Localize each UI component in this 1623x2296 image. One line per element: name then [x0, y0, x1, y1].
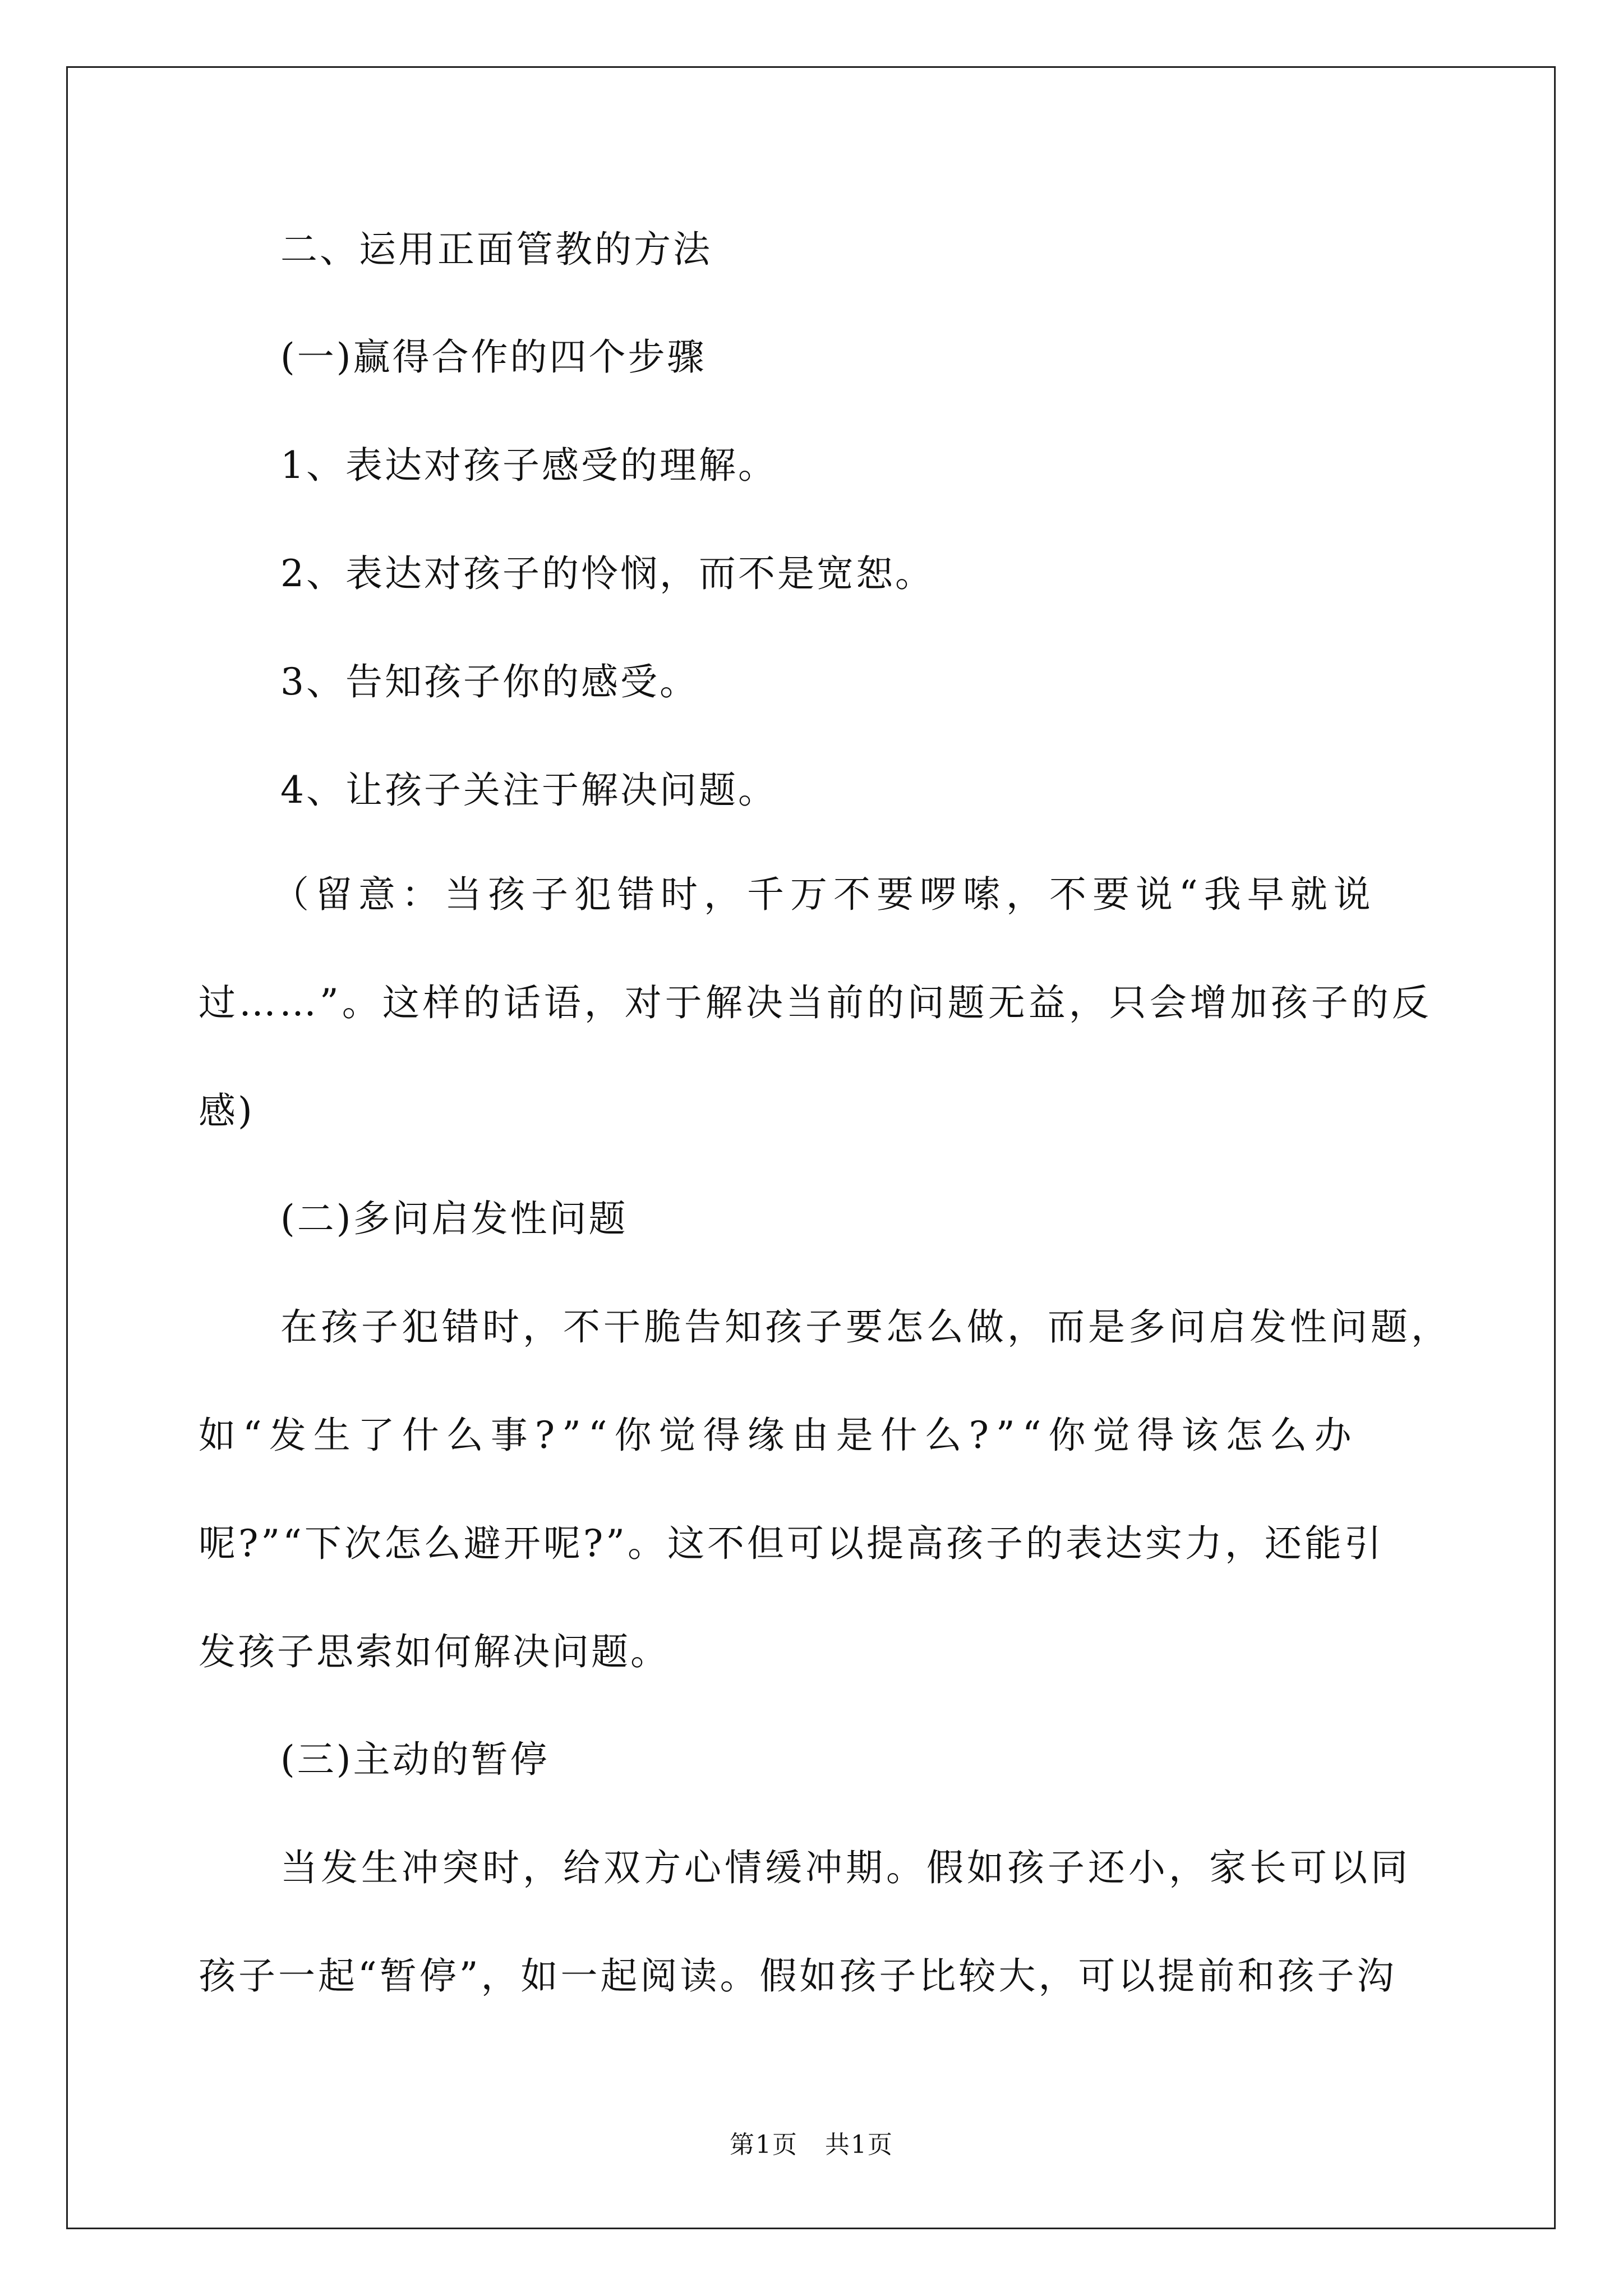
- paragraph-line: 如“发生了什么事?”“你觉得缘由是什么?”“你觉得该怎么办: [199, 1414, 1359, 1457]
- subheading-pause: (三)主动的暂停: [280, 1738, 550, 1781]
- step-item: 2、表达对孩子的怜悯，而不是宽恕。: [280, 552, 934, 595]
- paragraph-line: 在孩子犯错时，不干脆告知孩子要怎么做，而是多问启发性问题，: [280, 1305, 1451, 1349]
- note-line: 过……”。这样的话语，对于解决当前的问题无益，只会增加孩子的反: [199, 981, 1432, 1024]
- page-footer: [0, 2124, 1623, 2160]
- section-heading: 二、运用正面管教的方法: [280, 228, 712, 271]
- step-item: 1、表达对孩子感受的理解。: [280, 444, 777, 487]
- note-line: （留意：当孩子犯错时，千万不要啰嗦，不要说“我早就说: [272, 873, 1377, 916]
- subheading-cooperation: (一)赢得合作的四个步骤: [280, 335, 707, 379]
- subheading-questions: (二)多问启发性问题: [280, 1197, 628, 1240]
- paragraph-line: 孩子一起“暂停”，如一起阅读。假如孩子比较大，可以提前和孩子沟: [199, 1954, 1397, 1998]
- paragraph-line: 发孩子思索如何解决问题。: [199, 1630, 670, 1673]
- step-item: 3、告知孩子你的感受。: [280, 660, 699, 703]
- page-total: 共1页: [825, 2131, 893, 2159]
- page-border: [66, 66, 1556, 2229]
- paragraph-line: 呢?”“下次怎么避开呢?”。这不但可以提高孩子的表达实力，还能引: [199, 1522, 1384, 1565]
- paragraph-line: 当发生冲突时，给双方心情缓冲期。假如孩子还小，家长可以同: [280, 1846, 1411, 1889]
- note-line: 感): [199, 1089, 255, 1133]
- page-number: 第1页: [730, 2131, 798, 2159]
- step-item: 4、让孩子关注于解决问题。: [280, 769, 777, 812]
